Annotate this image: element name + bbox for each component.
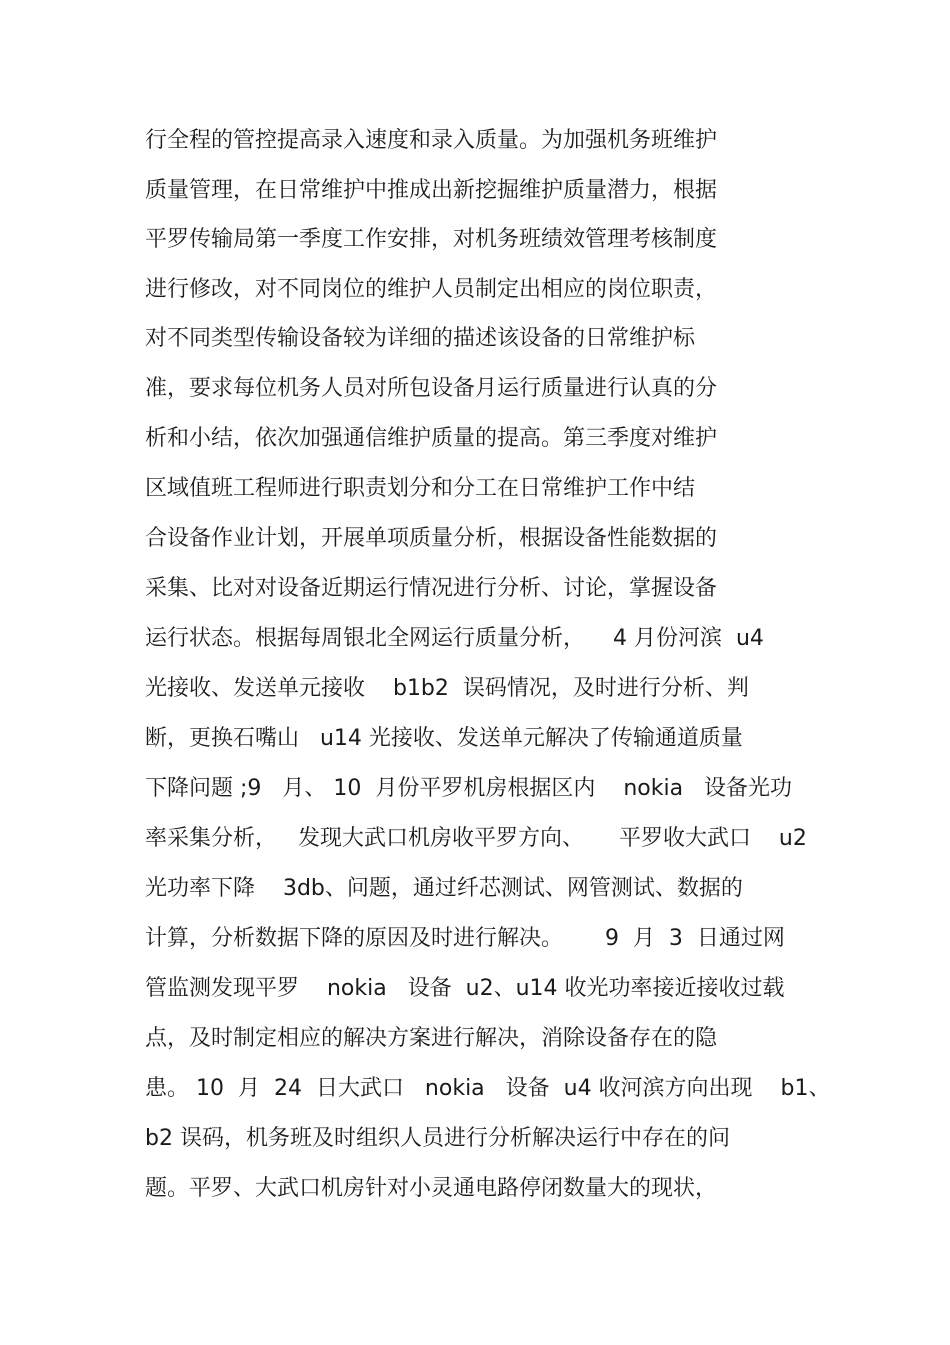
text-line: 管监测发现平罗 nokia 设备 u2、u14 收光功率接近接收过载 [145,976,785,1001]
text-line: 光功率下降 3db、问题，通过纤芯测试、网管测试、数据的 [145,876,743,901]
text-line: 合设备作业计划，开展单项质量分析，根据设备性能数据的 [145,526,718,551]
text-line: 运行状态。根据每周银北全网运行质量分析， 4 月份河滨 u4 [145,626,764,651]
text-line: 准，要求每位机务人员对所包设备月运行质量进行认真的分 [145,376,718,401]
text-line: 断，更换石嘴山 u14 光接收、发送单元解决了传输通道质量 [145,726,743,751]
text-line: 患。 10 月 24 日大武口 nokia 设备 u4 收河滨方向出现 b1、 [145,1076,831,1101]
text-line: 对不同类型传输设备较为详细的描述该设备的日常维护标 [145,326,696,351]
text-line: 光接收、发送单元接收 b1b2 误码情况，及时进行分析、判 [145,676,749,701]
text-line: b2 误码，机务班及时组织人员进行分析解决运行中存在的问 [145,1126,730,1151]
text-line: 下降问题 ;9 月、 10 月份平罗机房根据区内 nokia 设备光功 [145,776,793,801]
text-line: 行全程的管控提高录入速度和录入质量。为加强机务班维护 [145,128,718,153]
text-line: 区域值班工程师进行职责划分和分工在日常维护工作中结 [145,476,696,501]
text-line: 析和小结，依次加强通信维护质量的提高。第三季度对维护 [145,426,718,451]
text-line: 题。平罗、大武口机房针对小灵通电路停闭数量大的现状， [145,1176,718,1201]
text-line: 平罗传输局第一季度工作安排，对机务班绩效管理考核制度 [145,227,718,252]
text-line: 计算，分析数据下降的原因及时进行解决。 9 月 3 日通过网 [145,926,785,951]
text-line: 进行修改，对不同岗位的维护人员制定出相应的岗位职责， [145,277,718,302]
text-line: 率采集分析， 发现大武口机房收平罗方向、 平罗收大武口 u2 [145,826,807,851]
text-line: 点，及时制定相应的解决方案进行解决，消除设备存在的隐 [145,1026,718,1051]
text-line: 质量管理，在日常维护中推成出新挖掘维护质量潜力，根据 [145,178,718,203]
text-line: 采集、比对对设备近期运行情况进行分析、讨论，掌握设备 [145,576,718,601]
